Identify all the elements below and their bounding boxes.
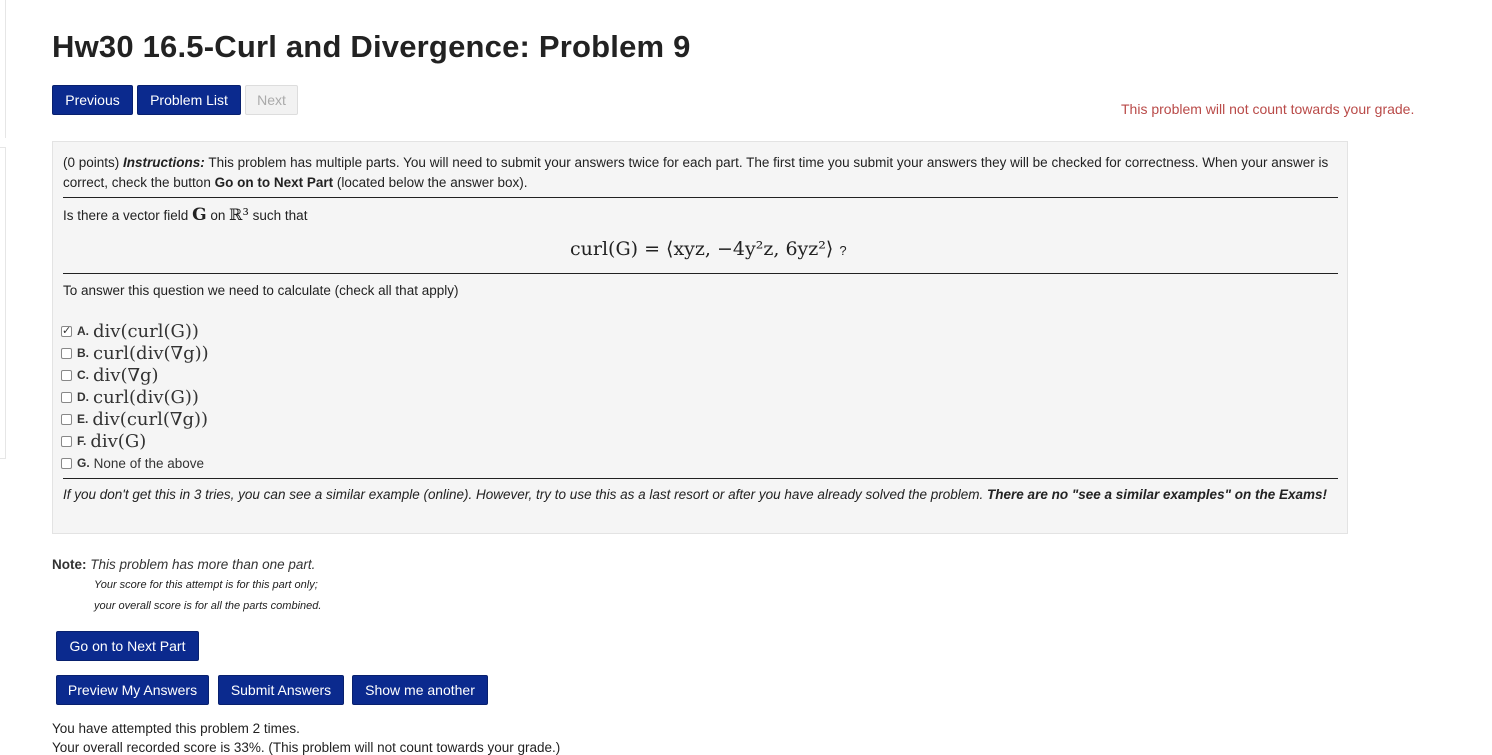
- score-status: Your overall recorded score is 33%. (This problem will not count towards your grade.): [52, 740, 561, 755]
- option-math: div(G): [90, 430, 147, 452]
- left-rail-divider: [0, 0, 6, 138]
- calc-prompt: To answer this question we need to calculate (check all that apply): [63, 283, 459, 298]
- instructions-label: Instructions:: [123, 155, 205, 170]
- previous-button[interactable]: Previous: [52, 85, 133, 115]
- note-text: This problem has more than one part.: [90, 557, 316, 572]
- option-c[interactable]: [61, 364, 159, 386]
- preview-answers-button[interactable]: Preview My Answers: [56, 675, 209, 705]
- option-d[interactable]: [61, 386, 199, 408]
- option-letter: C.: [77, 368, 89, 382]
- footer-italic: If you don't get this in 3 tries, you can see a similar example (online). However, try to use this as a last resort or after you have already solved the problem.: [63, 487, 984, 502]
- option-e-checkbox[interactable]: [61, 414, 72, 425]
- instructions-text: This problem has multiple parts. You will need to submit your answers twice for each part. The first time you submit your answers they will be checked for correctness. When your answer is correct, check the button: [63, 155, 1329, 190]
- submit-answers-button[interactable]: Submit Answers: [218, 675, 344, 705]
- instructions: [63, 153, 1343, 193]
- note-line-2: your overall score is for all the parts combined.: [94, 600, 322, 612]
- option-a-checkbox[interactable]: [61, 326, 72, 337]
- option-f[interactable]: [61, 430, 146, 452]
- option-math: div(curl(G)): [93, 320, 199, 342]
- points-label: (0 points): [63, 155, 120, 170]
- field-symbol: G: [192, 205, 207, 225]
- go-on-next-part-button[interactable]: Go on to Next Part: [56, 631, 199, 661]
- option-letter: D.: [77, 390, 89, 404]
- option-letter: F.: [77, 434, 87, 448]
- option-math: curl(div(G)): [93, 386, 199, 408]
- go-on-reference: Go on to Next Part: [214, 175, 334, 190]
- note-label: Note:: [52, 557, 87, 572]
- left-rail-panel: [0, 147, 6, 459]
- option-math: div(∇g): [93, 364, 159, 386]
- problem-box: [52, 141, 1348, 534]
- question-text-b: on: [210, 208, 226, 223]
- option-f-checkbox[interactable]: [61, 436, 72, 447]
- option-math: div(curl(∇g)): [92, 408, 209, 430]
- option-math: curl(div(∇g)): [93, 342, 209, 364]
- divider: [63, 273, 1338, 274]
- instructions-tail: (located below the answer box).: [336, 175, 528, 190]
- option-b-checkbox[interactable]: [61, 348, 72, 359]
- next-button[interactable]: Next: [245, 85, 298, 115]
- similar-example-note: [63, 485, 1333, 505]
- divider: [63, 478, 1338, 479]
- curl-equation: [570, 238, 847, 260]
- note-line-1: Your score for this attempt is for this part only;: [94, 579, 318, 591]
- option-letter: G.: [77, 456, 90, 470]
- option-b[interactable]: [61, 342, 209, 364]
- divider: [63, 197, 1338, 198]
- option-d-checkbox[interactable]: [61, 392, 72, 403]
- question-text-c: such that: [252, 208, 308, 223]
- option-g[interactable]: [61, 452, 204, 474]
- page-title: Hw30 16.5-Curl and Divergence: Problem 9: [52, 29, 691, 64]
- attempts-status: You have attempted this problem 2 times.: [52, 721, 300, 736]
- option-c-checkbox[interactable]: [61, 370, 72, 381]
- option-letter: A.: [77, 324, 89, 338]
- space-symbol: ℝ³: [229, 205, 249, 224]
- option-e[interactable]: [61, 408, 208, 430]
- option-text: None of the above: [93, 455, 205, 471]
- question-text-a: Is there a vector field: [63, 208, 189, 223]
- option-a[interactable]: [61, 320, 199, 342]
- note: [52, 557, 315, 572]
- option-letter: E.: [77, 412, 89, 426]
- option-g-checkbox[interactable]: [61, 458, 72, 469]
- equation-math: curl(G) = ⟨xyz, −4y²z, 6yz²⟩: [570, 238, 834, 260]
- vector-field-question: [63, 205, 307, 225]
- not-count-notice: This problem will not count towards your grade.: [1121, 101, 1415, 117]
- equation-question-mark: ?: [839, 243, 847, 258]
- problem-list-button[interactable]: Problem List: [137, 85, 241, 115]
- option-letter: B.: [77, 346, 89, 360]
- show-another-button[interactable]: Show me another: [352, 675, 488, 705]
- footer-bold: There are no "see a similar examples" on the Exams!: [987, 487, 1327, 502]
